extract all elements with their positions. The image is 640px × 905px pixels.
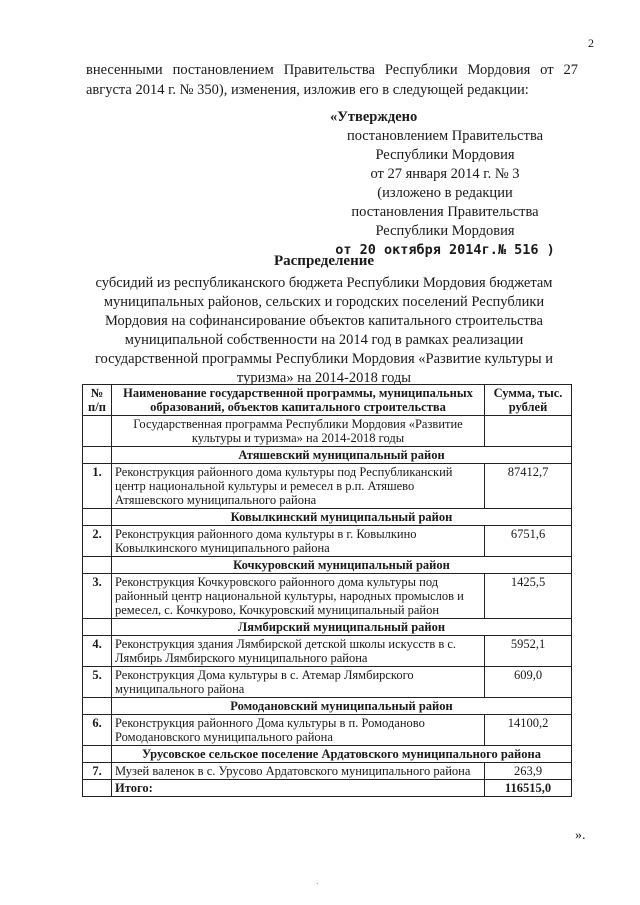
distribution-table bbox=[82, 384, 572, 797]
total-row bbox=[83, 780, 572, 797]
table-row bbox=[83, 574, 572, 619]
row-number: 1. bbox=[83, 464, 112, 509]
group-name: Урусовское сельское поселение Ардатовского муниципального района bbox=[112, 746, 572, 763]
approval-line: постановления Правительства bbox=[351, 204, 539, 220]
row-sum: 6751,6 bbox=[485, 526, 572, 557]
document-title: Распределение bbox=[273, 253, 375, 269]
row-number: 6. bbox=[83, 715, 112, 746]
approval-line: Республики Мордовия bbox=[375, 223, 515, 239]
table-row bbox=[83, 464, 572, 509]
group-row bbox=[83, 746, 572, 763]
table-row bbox=[83, 636, 572, 667]
row-object-name: Реконструкция районного дома культуры в г. Ковылкино Ковылкинского муниципального района bbox=[112, 526, 485, 557]
total-sum: 116515,0 bbox=[485, 780, 572, 797]
row-object-name: Реконструкция здания Лямбирской детской школы искусств в с. Лямбирь Лямбирского муниципального района bbox=[112, 636, 485, 667]
header-sum: Сумма, тыс. рублей bbox=[485, 385, 572, 416]
table-row bbox=[83, 763, 572, 780]
program-name: Государственная программа Республики Мордовия «Развитие культуры и туризма» на 2014-2018 годы bbox=[112, 416, 485, 447]
program-row bbox=[83, 416, 572, 447]
group-name: Атяшевский муниципальный район bbox=[112, 447, 572, 464]
approval-line: от 27 января 2014 г. № 3 bbox=[370, 166, 520, 182]
row-number: 3. bbox=[83, 574, 112, 619]
row-number: 2. bbox=[83, 526, 112, 557]
group-row bbox=[83, 509, 572, 526]
approval-line: «Утверждено bbox=[330, 109, 418, 125]
row-object-name: Реконструкция Дома культуры в с. Атемар Лямбирского муниципального района bbox=[112, 667, 485, 698]
row-object-name: Музей валенок в с. Урусово Ардатовского муниципального района bbox=[112, 763, 485, 780]
header-name: Наименование государственной программы, муниципальных образований, объектов капитального строительства bbox=[112, 385, 485, 416]
row-sum: 87412,7 bbox=[485, 464, 572, 509]
total-label: Итого: bbox=[112, 780, 485, 797]
group-name: Ковылкинский муниципальный район bbox=[112, 509, 572, 526]
row-number: 7. bbox=[83, 763, 112, 780]
group-name: Лямбирский муниципальный район bbox=[112, 619, 572, 636]
row-object-name: Реконструкция Кочкуровского районного дома культуры под районный центр национальной культуры, народных промыслов и ремесел, с. Кочкурово, Кочкуровский муниципальный район bbox=[112, 574, 485, 619]
approval-block bbox=[300, 108, 590, 260]
group-name: Кочкуровский муниципальный район bbox=[112, 557, 572, 574]
approval-line: постановлением Правительства bbox=[346, 128, 544, 144]
table-row bbox=[83, 715, 572, 746]
table-header-row bbox=[83, 385, 572, 416]
row-sum: 1425,5 bbox=[485, 574, 572, 619]
group-row bbox=[83, 698, 572, 715]
group-row bbox=[83, 557, 572, 574]
page-number: 2 bbox=[588, 36, 594, 50]
row-object-name: Реконструкция районного дома культуры под Республиканский центр национальной культуры и ремесел в р.п. Атяшево Атяшевского муниципального района bbox=[112, 464, 485, 509]
row-number: 4. bbox=[83, 636, 112, 667]
row-sum: 263,9 bbox=[485, 763, 572, 780]
row-object-name: Реконструкция районного Дома культуры в п. Ромоданово Ромодановского муниципального района bbox=[112, 715, 485, 746]
intro-paragraph: внесенными постановлением Правительства Республики Мордовия от 27 августа 2014 г. № 350), изменения, изложив его в следующей редакции: bbox=[86, 62, 578, 98]
row-sum: 609,0 bbox=[485, 667, 572, 698]
approval-line: (изложено в редакции bbox=[377, 185, 513, 201]
header-number: № п/п bbox=[83, 385, 112, 416]
row-sum: 5952,1 bbox=[485, 636, 572, 667]
document-subtitle: субсидий из республиканского бюджета Республики Мордовия бюджетам муниципальных районов, сельских и городских поселений Республики Мордовия на софинансирование объектов капитального строительства муниципальной собственности на 2014 год в рамках реализации государственной программы Республики Мордовия «Развитие культуры и туризма» на 2014-2018 годы bbox=[94, 275, 554, 386]
approval-date-line: от 20 октября 2014г.№ 516 ) bbox=[335, 242, 555, 258]
group-row bbox=[83, 619, 572, 636]
group-row bbox=[83, 447, 572, 464]
approval-line: Республики Мордовия bbox=[375, 147, 515, 163]
table-row bbox=[83, 667, 572, 698]
row-number: 5. bbox=[83, 667, 112, 698]
table-row bbox=[83, 526, 572, 557]
closing-quote: ». bbox=[575, 828, 586, 843]
footer-mark: . bbox=[316, 876, 319, 887]
group-name: Ромодановский муниципальный район bbox=[112, 698, 572, 715]
row-sum: 14100,2 bbox=[485, 715, 572, 746]
